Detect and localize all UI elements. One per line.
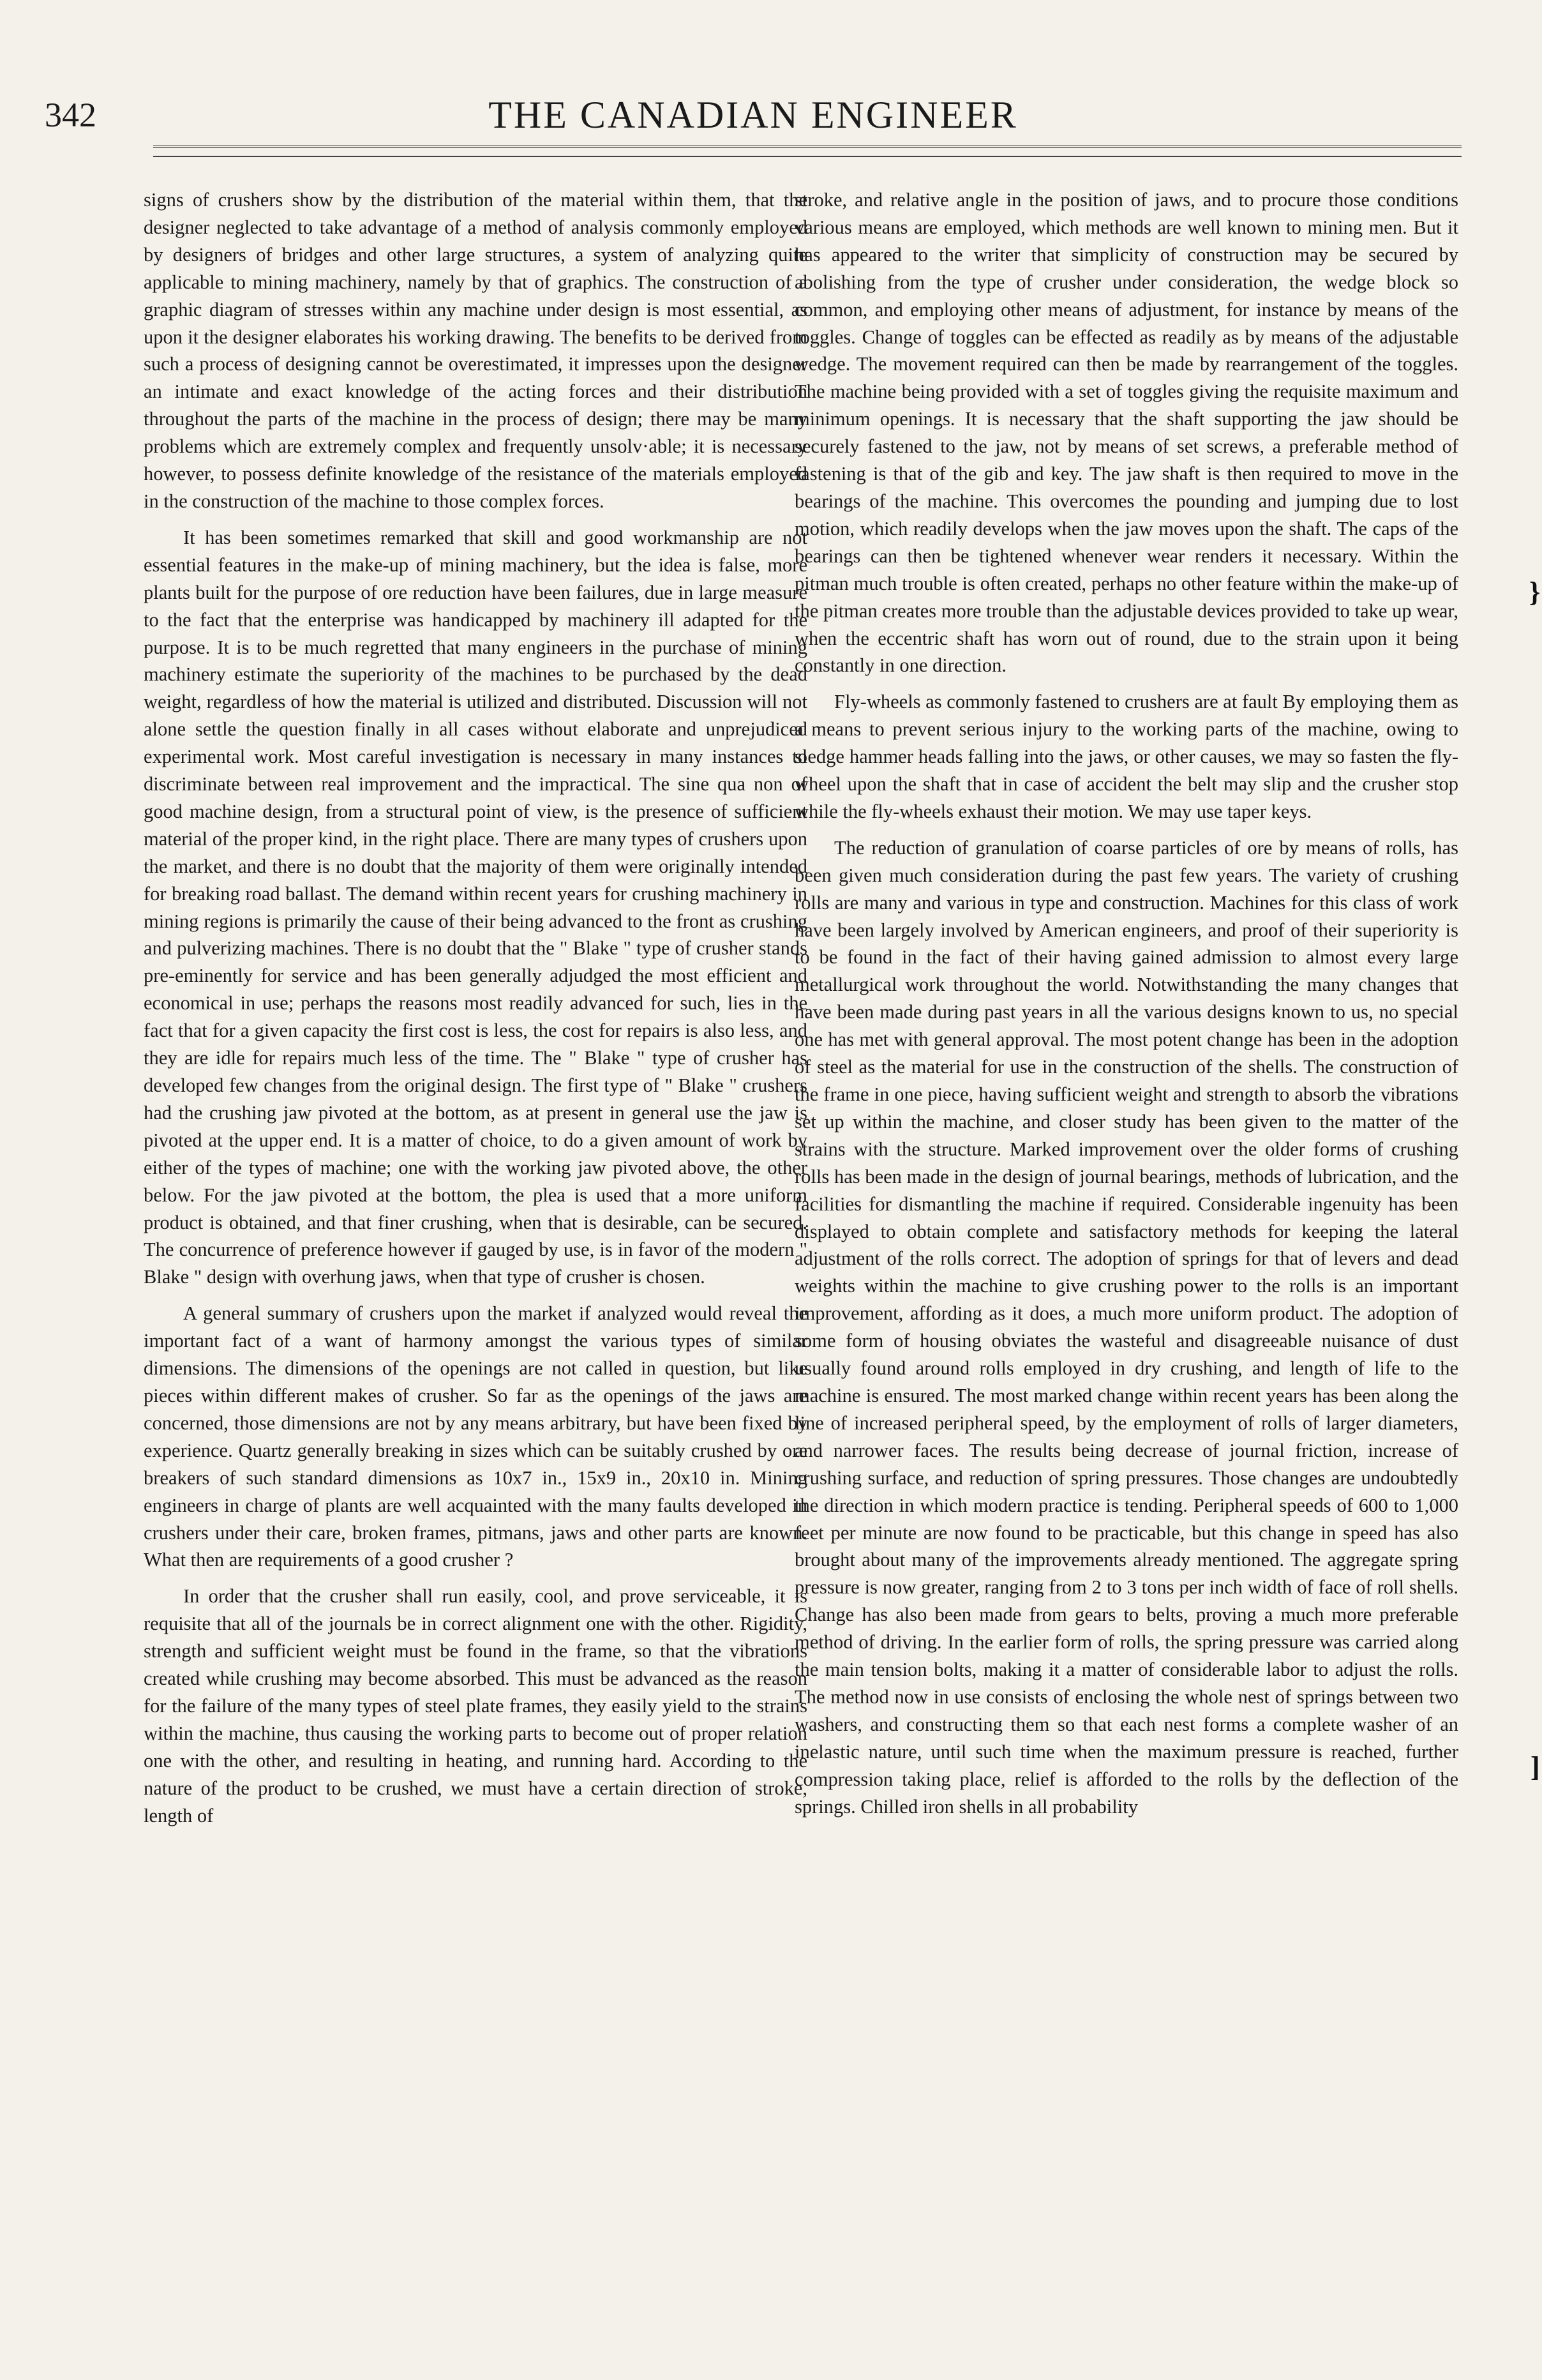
paragraph: stroke, and relative angle in the position of jaws, and to procure those conditions various means are employed, which methods are well known to mining men. But it has appeared to the writer that simplicity of construction may be secured by abolishing from the type of crusher under consideration, the wedge block so common, and employing other means of adjustment, for instance by means of the toggles. Change of toggles can be effected as readily as by means of the adjustable wedge. The movement required can then be made by rearrangement of the toggles. The machine being provided with a set of toggles giving the requisite maximum and minimum openings. It is necessary that the shaft supporting the jaw should be securely fastened to the jaw, not by means of set screws, a preferable method of fastening is that of the gib and key. The jaw shaft is then required to move in the bearings of the machine. This overcomes the pounding and jumping due to lost motion, which readily develops when the jaw moves upon the shaft. The caps of the bearings can then be tightened whenever wear renders it necessary. Within the pitman much trouble is often created, perhaps no other feature within the make-up of the pitman creates more trouble than the adjustable devices provided to take up wear, when the eccentric shaft has worn out of round, due to the strain upon it being constantly in one direction. [795, 189, 1458, 677]
page-number: 342 [45, 96, 96, 134]
paragraph: In order that the crusher shall run easily, cool, and prove serviceable, it is requisite that all of the journals be in correct alignment one with the other. Rigidity, strength and sufficient weight must be found in the frame, so that the vibrations created while crushing may become absorbed. This must be advanced as the reason for the failure of the many types of steel plate frames, they easily yield to the strains within the machine, thus causing the working parts to become out of proper relation one with the other, and resulting in heating, and running hard. According to the nature of the product to be crushed, we must have a certain direction of stroke, length of [144, 1585, 807, 1826]
paragraph: Fly-wheels as commonly fastened to crushers are at fault By employing them as a means to prevent serious injury to the working parts of the machine, owing to sledge hammer heads falling into the jaws, or other causes, we may so fasten the fly-wheel upon the shaft that in case of accident the belt may slip and the crusher stop while the fly-wheels exhaust their motion. We may use taper keys. [795, 691, 1458, 822]
paragraph: The reduction of granulation of coarse particles of ore by means of rolls, has been given much consideration during the past few years. The variety of crushing rolls are many and various in type and construction. Machines for this class of work have been largely involved by American engineers, and proof of their superiority is to be found in the fact of their having gained admission to almost every large metallurgical work throughout the world. Notwithstanding the many changes that have been made during past years in all the various designs known to us, no special one has met with general approval. The most potent change has been in the adoption of steel as the material for use in the construction of the shells. The construction of the frame in one piece, having sufficient weight and strength to absorb the vibrations set up within the machine, and closer study has been given to the matter of the strains with the structure. Marked improvement over the older forms of crushing rolls has been made in the design of journal bearings, methods of lubrication, and the facilities for dismantling the machine if required. Considerable ingenuity has been displayed to obtain complete and satisfactory methods for keeping the lateral adjustment of the rolls correct. The adoption of springs for that of levers and dead weights within the machine to give crushing power to the rolls is an important improvement, affording as it does, a much more uniform product. The adoption of some form of housing obviates the wasteful and disagreeable nuisance of dust usually found around rolls employed in dry crushing, and length of life to the machine is ensured. The most marked change within recent years has been along the line of increased peripheral speed, by the employment of rolls of larger diameters, and narrower faces. The results being decrease of journal friction, increase of crushing surface, and reduction of spring pressures. Those changes are undoubtedly the direction in which modern practice is tending. Peripheral speeds of 600 to 1,000 feet per minute are now found to be practicable, but this change in speed has also brought about many of the improvements already mentioned. The aggregate spring pressure is now greater, ranging from 2 to 3 tons per inch width of face of roll shells. Change has also been made from gears to belts, proving a much more preferable method of driving. In the earlier form of rolls, the spring pressure was carried along the main tension bolts, making it a matter of considerable labor to adjust the rolls. The method now in use consists of enclosing the whole nest of springs between two washers, and constructing them so that each nest forms a complete washer of an inelastic nature, until such time when the maximum pressure is reached, further compression taking place, relief is afforded to the rolls by the deflection of the springs. Chilled iron shells in all probability [795, 836, 1458, 1818]
header-rule-secondary [153, 156, 1462, 157]
right-column [795, 186, 1458, 2357]
margin-mark: } [1529, 576, 1541, 608]
left-column [144, 186, 807, 2357]
paragraph: It has been sometimes remarked that skill and good workmanship are not essential features in the make-up of mining machinery, but the idea is false, more plants built for the purpose of ore reduction have been failures, due in large measure to the fact that the enterprise was handicapped by machinery ill adapted for the purpose. It is to be much regretted that many engineers in the purchase of mining machinery estimate the superiority of the machines to be purchased by the dead weight, regardless of how the material is utilized and distributed. Discussion will not alone settle the question finally in all cases without elaborate and unprejudiced experimental work. Most careful investigation is necessary in many instances to discriminate between real improvement and the impractical. The sine qua non of good machine design, from a structural point of view, is the presence of sufficient material of the proper kind, in the right place. There are many types of crushers upon the market, and there is no doubt that the majority of them were originally intended for breaking road ballast. The demand within recent years for crushing machinery in mining regions is primarily the cause of their being advanced to the front as crushing and pulverizing machines. There is no doubt that the " Blake " type of crusher stands pre-eminently for service and has been generally adjudged the most efficient and economical in use; perhaps the reasons most readily advanced for such, lies in the fact that for a given capacity the first cost is less, the cost for repairs is also less, and they are idle for repairs much less of the time. The " Blake " type of crusher has developed few changes from the original design. The first type of " Blake " crushers had the crushing jaw pivoted at the bottom, as at present in general use the jaw is pivoted at the upper end. It is a matter of choice, to do a given amount of work by either of the types of machine; one with the working jaw pivoted above, the other below. For the jaw pivoted at the bottom, the plea is used that a more uniform product is obtained, and that finer crushing, when that is desirable, can be secured. The concurrence of preference however if gauged by use, is in favor of the modern " Blake " design with overhung jaws, when that type of crusher is chosen. [144, 526, 807, 1288]
journal-title: THE CANADIAN ENGINEER [488, 94, 1018, 136]
paragraph: A general summary of crushers upon the market if analyzed would reveal the important fact of a want of harmony amongst the various types of similar dimensions. The dimensions of the openings are not called in question, but like pieces within different makes of crusher. So far as the openings of the jaws are concerned, those dimensions are not by any means arbitrary, but have been fixed by experience. Quartz generally breaking in sizes which can be suitably crushed by ore breakers of such standard dimensions as 10x7 in., 15x9 in., 20x10 in. Mining engineers in charge of plants are well acquainted with the many faults developed in crushers under their care, broken frames, pitmans, jaws and other parts are known. What then are requirements of a good crusher ? [144, 1302, 807, 1571]
margin-mark: ] [1531, 1751, 1540, 1782]
page-header [45, 89, 1462, 140]
header-rule [153, 146, 1462, 148]
paragraph: signs of crushers show by the distribution of the material within them, that the designer neglected to take advantage of a method of analysis commonly employed by designers of bridges and other large structures, a system of analyzing quite applicable to mining machinery, namely by that of graphics. The construction of a graphic diagram of stresses within any machine under design is most essential, as upon it the designer elaborates his working drawing. The benefits to be derived from such a process of designing cannot be overestimated, it impresses upon the designer an intimate and exact knowledge of the acting forces and their distribution throughout the parts of the machine in the process of design; there may be many problems which are extremely complex and frequently unsolv·able; it is necessary however, to possess definite knowledge of the resistance of the materials employed in the construction of the machine to those complex forces. [144, 189, 807, 512]
